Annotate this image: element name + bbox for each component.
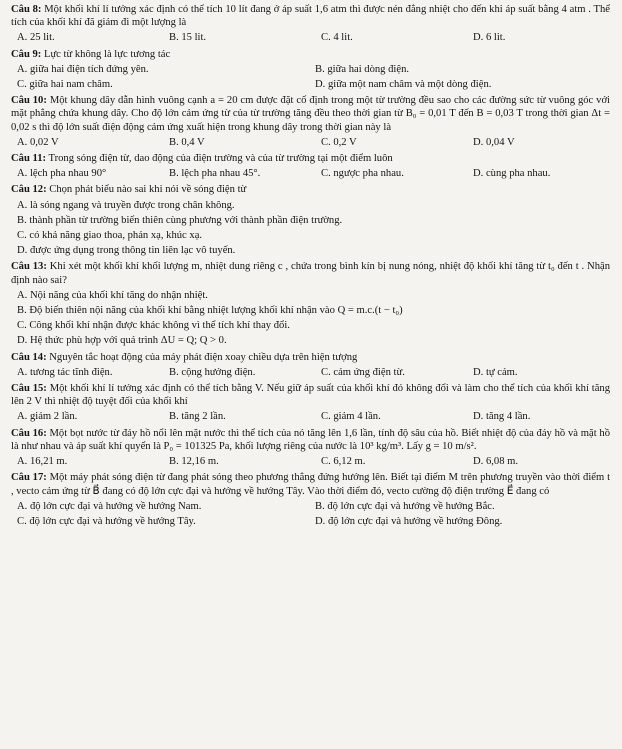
question-number: Câu 13: [11,261,47,273]
question-stem [11,152,610,165]
option-c: C. 4 lit. [321,32,353,44]
option-d: D. 6 lit. [473,32,506,44]
question-12 [11,183,610,257]
answer-options [17,136,610,149]
question-text: Một máy phát sóng điện từ đang phát sóng theo phương thẳng đứng hướng lên. Biết tại điểm M trên phương truyền vào thời điểm t , vecto cảm ứng từ B⃗ đang có độ lớn cực đại và hướng về hướng Tây. Vào thời điểm đó, vecto cường độ điện trường E⃗ đang có [11,472,611,497]
answer-options [17,410,610,423]
option-a: A. là sóng ngang và truyền được trong chân không. [17,199,235,211]
question-9 [11,48,610,92]
question-number: Câu 8: [11,4,42,15]
option-a: A. độ lớn cực đại và hướng về hướng Nam. [17,500,202,512]
answer-options [17,199,610,258]
question-number: Câu 17: [11,472,47,484]
answer-options [17,500,610,528]
option-d: D. độ lớn cực đại và hướng về hướng Đông. [315,515,503,527]
question-text: Trong sóng điện từ, dao động của điện trường và của từ trường tại một điểm luôn [48,153,393,165]
question-15 [11,382,610,424]
option-a: A. giảm 2 lần. [17,411,78,423]
option-b: B. Độ biến thiên nội năng của khối khí bằng nhiệt lượng khối khí nhận vào Q = m.c.(t − t₀) [17,305,403,317]
option-d: D. 6,08 m. [473,456,519,468]
question-text: Một khung dây dẫn hình vuông cạnh a = 20 cm được đặt cố định trong một từ trường đều sao cho các đường sức từ vuông góc với mặt phẳng chứa khung dây. Cho độ lớn cảm ứng từ của từ trường tăng đều theo thời gian từ B₀ = 0,01 T đến B = 0,03 T trong thời gian Δt = 0,02 s thì độ lớn suất điện động cảm ứng xuất hiện trong khung dây trong thời gian này là [11,95,611,133]
answer-options [17,63,610,91]
question-17 [11,471,610,528]
option-c: C. Công khối khí nhận được khác không vì thể tích khí thay đổi. [17,320,290,332]
option-d: D. Hệ thức phù hợp với quá trình ΔU = Q; Q > 0. [17,335,227,347]
question-number: Câu 15: [11,383,47,395]
option-b: B. thành phần từ trường biến thiên cùng phương với thành phần điện trường. [17,214,343,226]
option-c: C. có khả năng giao thoa, phản xạ, khúc xạ. [17,230,203,242]
question-16 [11,427,610,469]
answer-options [17,289,610,348]
question-14 [11,351,610,379]
question-text: Lực từ không là lực tương tác [43,48,171,60]
option-a: A. 0,02 V [17,136,59,148]
question-stem [11,382,610,408]
question-stem [11,183,610,196]
option-a: A. 25 lit. [17,32,55,44]
answer-options [17,167,610,180]
question-number: Câu 12: [11,184,47,196]
option-c: C. giảm 4 lần. [321,411,381,423]
option-b: B. giữa hai dòng điện. [315,63,410,75]
answer-options [17,366,610,379]
answer-options [17,455,610,468]
option-c: C. 0,2 V [321,136,357,148]
option-b: B. 15 lit. [169,32,207,44]
option-a: A. 16,21 m. [17,456,68,468]
question-number: Câu 9: [11,48,42,60]
option-d: D. 0,04 V [473,136,515,148]
option-b: B. độ lớn cực đại và hướng về hướng Bắc. [315,500,495,512]
option-a: A. Nội năng của khối khí tăng do nhận nhiệt. [17,289,208,301]
question-8 [11,3,610,45]
question-text: Chọn phát biểu nào sai khi nói về sóng điện từ [49,184,247,196]
option-c: C. cảm ứng điện từ. [321,366,405,378]
option-d: D. tăng 4 lần. [473,411,531,423]
question-stem [11,260,610,286]
question-stem [11,351,610,364]
option-a: A. lệch pha nhau 90° [17,168,107,180]
option-b: B. 0,4 V [169,136,205,148]
option-c: C. giữa hai nam châm. [17,79,113,91]
answer-options [17,31,610,44]
option-b: B. lệch pha nhau 45°. [169,168,261,180]
option-b: B. cộng hưởng điện. [169,366,256,378]
question-stem [11,427,610,453]
option-a: A. giữa hai điện tích đứng yên. [17,63,149,75]
option-c: C. 6,12 m. [321,456,366,468]
question-13 [11,260,610,347]
option-c: C. ngược pha nhau. [321,168,404,180]
option-a: A. tương tác tĩnh điện. [17,366,113,378]
question-stem [11,48,610,61]
option-b: B. 12,16 m. [169,456,219,468]
question-number: Câu 16: [11,427,47,439]
question-stem [11,94,610,134]
question-number: Câu 14: [11,351,47,363]
question-text: Nguyên tắc hoạt động của máy phát điện xoay chiều dựa trên hiện tượng [49,351,358,363]
option-c: C. độ lớn cực đại và hướng về hướng Tây. [17,515,196,527]
question-number: Câu 11: [11,153,47,165]
question-text: Một bọt nước từ đáy hồ nổi lên mặt nước thì thể tích của nó tăng lên 1,6 lần, tính độ sâu của hồ. Biết nhiệt độ của đáy hồ và mặt hồ là như nhau và áp suất khí quyển là P₀ = 101325 Pa, khối lượng riêng của nước là 10³ kg/m³. Lấy g = 10 m/s². [11,427,611,452]
question-stem [11,471,610,497]
question-10 [11,94,610,149]
question-text: Một khối khí lí tưởng xác định có thể tích bằng V. Nếu giữ áp suất của khối khí đó không đổi và làm cho thể tích của khối khí tăng lên 2 V thì nhiệt độ tuyệt đối của khối khí [11,383,611,408]
question-stem [11,3,610,29]
option-d: D. cùng pha nhau. [473,168,551,180]
option-d: D. giữa một nam châm và một dòng điện. [315,79,492,91]
question-11 [11,152,610,180]
option-d: D. tự cảm. [473,366,518,378]
question-text: Một khối khí lí tưởng xác định có thể tích 10 lít đang ở áp suất 1,6 atm thì được nén đẳng nhiệt cho đến khi áp suất bằng 4 atm . Thể tích của khối khí đã giảm đi một lượng là [11,4,611,29]
option-b: B. tăng 2 lần. [169,411,226,423]
option-d: D. được ứng dụng trong thông tin liên lạc vô tuyến. [17,245,236,257]
question-number: Câu 10: [11,95,47,107]
question-text: Khi xét một khối khí khối lượng m, nhiệt dung riêng c , chứa trong bình kín bị nung nóng, nhiệt độ khối khí tăng từ t₀ đến t . Nhận định nào sai? [11,261,611,286]
